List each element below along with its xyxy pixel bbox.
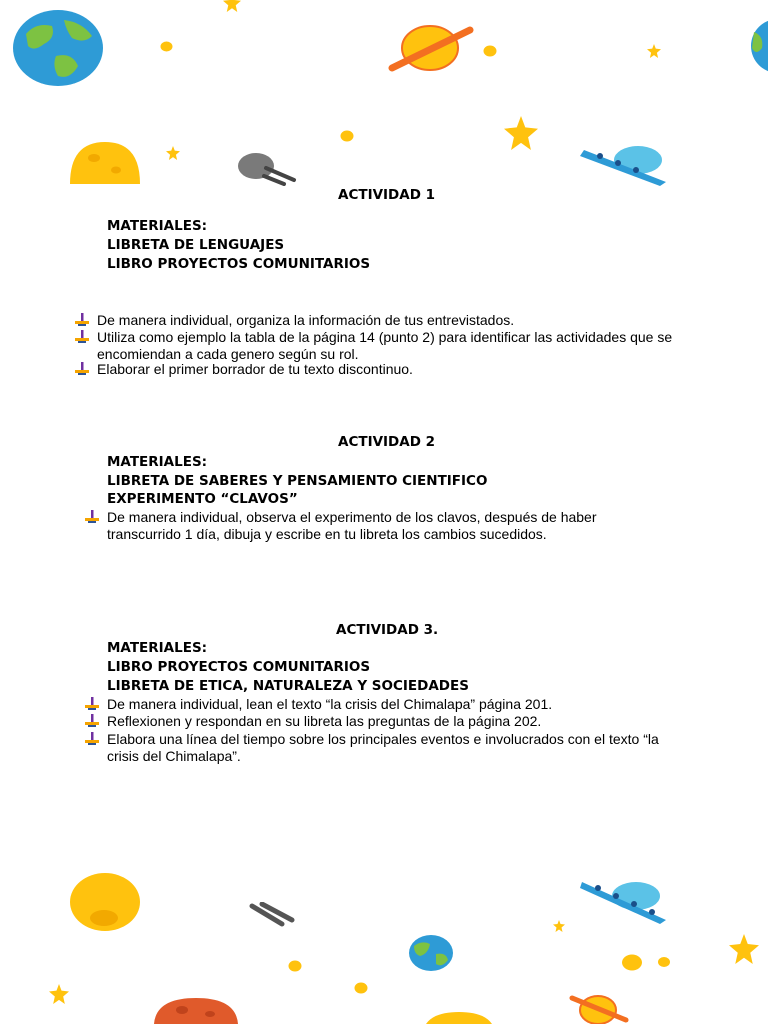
actividad-3-title: ACTIVIDAD 3.: [336, 622, 439, 638]
materials-label: MATERIALES:: [107, 454, 208, 470]
yellow-planet-icon: [68, 140, 142, 184]
bullet-arrow-icon: [85, 697, 99, 711]
list-item-text: De manera individual, organiza la información de tus entrevistados.: [97, 312, 515, 328]
bullet-arrow-icon: [85, 732, 99, 746]
material-item: LIBRETA DE ETICA, NATURALEZA Y SOCIEDADES: [107, 678, 469, 694]
bullet-arrow-icon: [75, 330, 89, 344]
yellow-dot-icon: [483, 45, 497, 57]
star-icon: [502, 116, 540, 150]
red-planet-icon: [152, 996, 240, 1024]
list-item-text: crisis del Chimalapa”.: [107, 747, 241, 764]
yellow-dot-icon: [354, 982, 368, 994]
list-item-text: encomiendan a cada genero según su rol.: [97, 345, 359, 362]
materials-label: MATERIALES:: [107, 640, 208, 656]
material-item: LIBRO PROYECTOS COMUNITARIOS: [107, 256, 371, 272]
material-item: LIBRO PROYECTOS COMUNITARIOS: [107, 659, 371, 675]
saturn-planet-icon: [568, 990, 630, 1024]
list-item: [97, 312, 514, 329]
list-item-text: Elabora una línea del tiempo sobre los principales eventos e involucrados con el texto “la: [107, 731, 659, 747]
satellite-icon: [236, 150, 298, 186]
actividad-1-title: ACTIVIDAD 1: [338, 187, 436, 203]
star-icon: [727, 934, 761, 964]
saturn-planet-icon: [388, 20, 474, 76]
yellow-planet-icon: [424, 1012, 494, 1024]
list-item: [107, 509, 597, 542]
list-item-text: Reflexionen y respondan en su libreta las preguntas de la página 202.: [107, 713, 542, 729]
yellow-dot-icon: [657, 956, 671, 968]
bullet-arrow-icon: [85, 714, 99, 728]
star-icon: [166, 146, 180, 160]
earth-icon: [12, 8, 104, 88]
bullet-arrow-icon: [75, 362, 89, 376]
yellow-dot-icon: [621, 954, 643, 971]
star-icon: [647, 44, 661, 58]
list-item-text: De manera individual, lean el texto “la crisis del Chimalapa” página 201.: [107, 696, 553, 712]
satellite-icon: [248, 902, 296, 928]
ufo-icon: [580, 876, 670, 926]
yellow-dot-icon: [340, 130, 354, 142]
earth-icon: [750, 18, 768, 74]
list-item: [107, 731, 659, 764]
list-item: [97, 329, 672, 362]
ufo-icon: [580, 142, 670, 186]
list-item-text: De manera individual, observa el experimento de los clavos, después de haber: [107, 509, 597, 525]
list-item-text: transcurrido 1 día, dibuja y escribe en tu libreta los cambios sucedidos.: [107, 525, 547, 542]
list-item: [107, 696, 552, 713]
yellow-dot-icon: [288, 960, 302, 972]
list-item-text: Elaborar el primer borrador de tu texto discontinuo.: [97, 361, 413, 377]
materials-label: MATERIALES:: [107, 218, 208, 234]
list-item: [107, 713, 541, 730]
material-item: EXPERIMENTO “CLAVOS”: [107, 491, 298, 507]
material-item: LIBRETA DE SABERES Y PENSAMIENTO CIENTIFICO: [107, 473, 488, 489]
actividad-2-title: ACTIVIDAD 2: [338, 434, 436, 450]
material-item: LIBRETA DE LENGUAJES: [107, 237, 285, 253]
star-icon: [220, 0, 244, 12]
bullet-arrow-icon: [85, 510, 99, 524]
star-icon: [553, 920, 565, 932]
list-item: [97, 361, 413, 378]
earth-icon: [408, 934, 454, 972]
bullet-arrow-icon: [75, 313, 89, 327]
yellow-dot-icon: [160, 41, 173, 52]
star-icon: [48, 984, 70, 1004]
yellow-planet-icon: [68, 872, 142, 934]
list-item-text: Utiliza como ejemplo la tabla de la página 14 (punto 2) para identificar las actividades que se: [97, 329, 673, 345]
